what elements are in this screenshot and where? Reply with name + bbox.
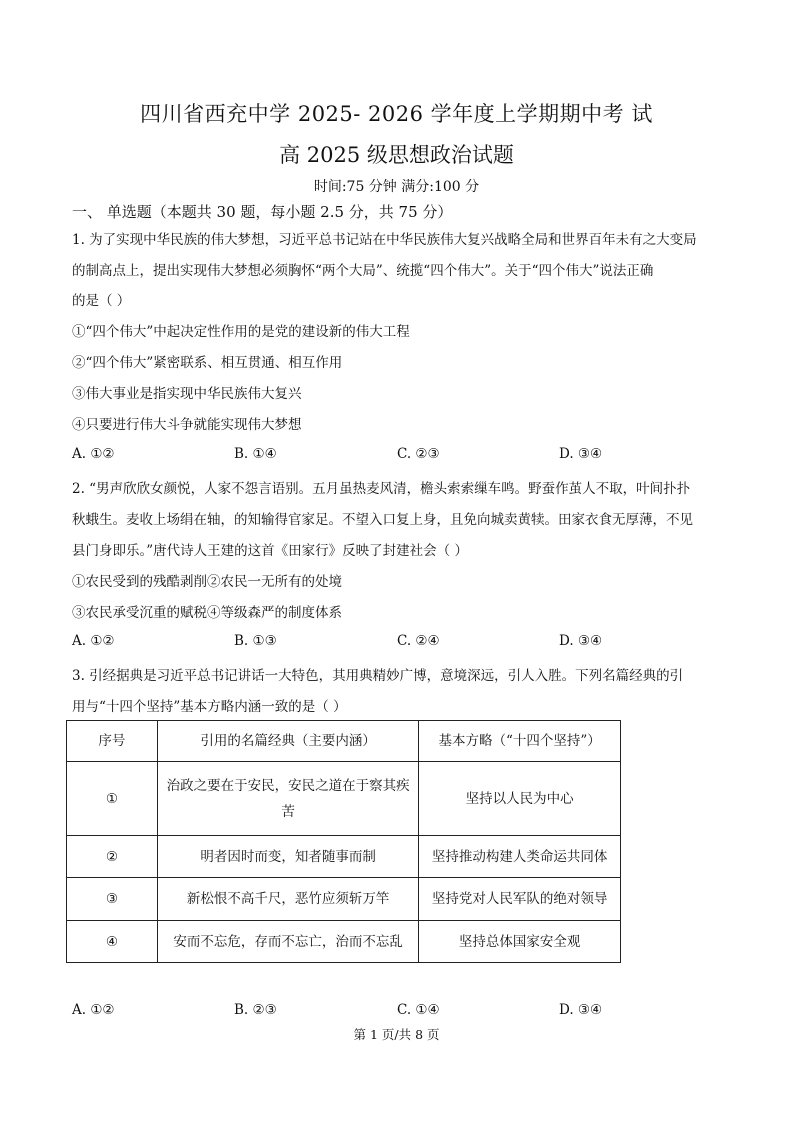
q1-item: ①“四个伟大”中起决定性作用的是党的建设新的伟大工程 — [72, 324, 410, 340]
table-cell: 坚持党对人民军队的绝对领导 — [419, 878, 621, 921]
table-row — [67, 921, 621, 963]
option-d[interactable]: D. ③④ — [559, 633, 603, 649]
table-cell: 治政之要在于安民，安民之道在于察其疾苦 — [157, 762, 418, 836]
option-b[interactable]: B. ②③ — [234, 1002, 277, 1018]
q2-stem-line: 2. “男声欣欣女颜悦，人家不怨言语别。五月虽热麦风清，檐头索索缫车鸣。野蚕作茧人不取，叶间扑扑 — [72, 481, 691, 497]
exam-title: 四川省西充中学 2025- 2026 学年度上学期期中考 试 — [140, 102, 653, 126]
q1-stem-line: 1. 为了实现中华民族的伟大梦想，习近平总书记站在中华民族伟大复兴战略全局和世界百年未有之大变局 — [72, 232, 697, 248]
q1-stem-line: 的制高点上，提出实现伟大梦想必须胸怀“两个大局”、统揽“四个伟大”。关于“四个伟大”说法正确 — [72, 263, 654, 279]
option-c[interactable]: C. ①④ — [397, 1002, 440, 1018]
option-b[interactable]: B. ①④ — [234, 446, 277, 462]
table-row — [67, 878, 621, 921]
section-heading: 一、 单选题（本题共 30 题，每小题 2.5 分，共 75 分） — [72, 203, 453, 221]
option-a[interactable]: A. ①② — [72, 633, 115, 649]
q1-item: ②“四个伟大”紧密联系、相互贯通、相互作用 — [72, 355, 343, 371]
q2-stem-line: 县门身即乐。”唐代诗人王建的这首《田家行》反映了封建社会（ ） — [72, 543, 468, 559]
exam-subtitle: 高 2025 级思想政治试题 — [279, 143, 514, 167]
table-row — [67, 836, 621, 878]
q2-item: ①农民受到的残酷剥削②农民一无所有的处境 — [72, 574, 342, 590]
table-cell: ④ — [67, 921, 158, 963]
column-header: 基本方略（“十四个坚持”） — [419, 721, 621, 762]
table-cell: 安而不忘危，存而不忘亡，治而不忘乱 — [157, 921, 418, 963]
table-cell: 坚持以人民为中心 — [419, 762, 621, 836]
option-b[interactable]: B. ①③ — [234, 633, 277, 649]
table-cell: 坚持推动构建人类命运共同体 — [419, 836, 621, 878]
option-d[interactable]: D. ③④ — [559, 446, 603, 462]
option-a[interactable]: A. ①② — [72, 446, 115, 462]
table-cell: ② — [67, 836, 158, 878]
q2-stem-line: 秋蛾生。麦收上场绢在轴，的知输得官家足。不望入口复上身，且免向城卖黄犊。田家衣食无厚薄，不见 — [72, 512, 693, 528]
q1-item: ④只要进行伟大斗争就能实现伟大梦想 — [72, 417, 302, 433]
table-cell: ③ — [67, 878, 158, 921]
q1-stem-line: 的是（ ） — [72, 293, 131, 309]
q3-stem-line: 3. 引经据典是习近平总书记讲话一大特色，其用典精妙广博，意境深远，引人入胜。下列名篇经典的引 — [72, 668, 684, 684]
table-cell: 新松恨不高千尺，恶竹应须斩万竿 — [157, 878, 418, 921]
q3-stem-line: 用与“十四个坚持”基本方略内涵一致的是（ ） — [72, 699, 347, 715]
option-c[interactable]: C. ②④ — [397, 633, 440, 649]
q2-item: ③农民承受沉重的赋税④等级森严的制度体系 — [72, 605, 342, 621]
page-number: 第 1 页/共 8 页 — [353, 1027, 440, 1042]
q3-table — [66, 720, 621, 963]
option-a[interactable]: A. ①② — [72, 1002, 115, 1018]
q1-item: ③伟大事业是指实现中华民族伟大复兴 — [72, 386, 302, 402]
table-header-row — [67, 721, 621, 762]
table-row — [67, 762, 621, 836]
table-cell: ① — [67, 762, 158, 836]
table-cell: 坚持总体国家安全观 — [419, 921, 621, 963]
time-and-score: 时间:75 分钟 满分:100 分 — [313, 179, 480, 195]
table-cell: 明者因时而变，知者随事而制 — [157, 836, 418, 878]
option-d[interactable]: D. ③④ — [559, 1002, 603, 1018]
column-header: 引用的名篇经典（主要内涵） — [157, 721, 418, 762]
column-header: 序号 — [67, 721, 158, 762]
option-c[interactable]: C. ②③ — [397, 446, 440, 462]
